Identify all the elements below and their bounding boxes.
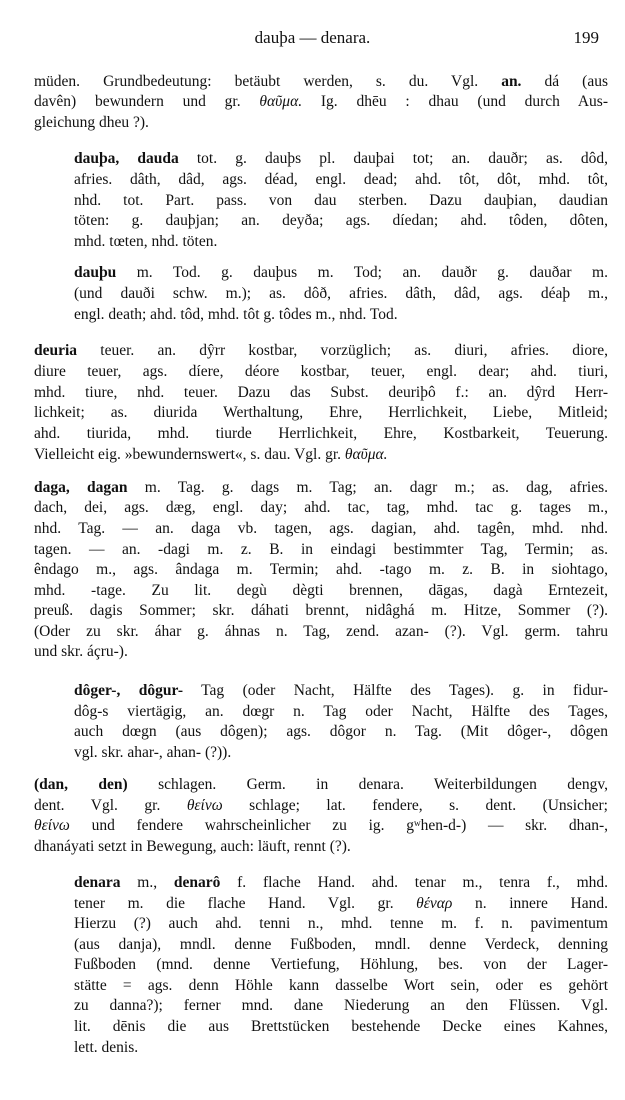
text-span: afries. dâth, dâd, ags. déad, engl. dead; ahd. tôt, dôt, mhd. tôt, — [74, 171, 608, 188]
text-line — [74, 702, 608, 723]
text-line — [34, 581, 608, 602]
text-line — [74, 722, 608, 743]
text-line — [34, 622, 608, 643]
text-line — [34, 601, 608, 622]
text-span: Hierzu (?) auch ahd. tenni n., mhd. tenne m. f. n. pavimentum — [74, 915, 608, 932]
text-span: müden. Grundbedeutung: betäubt werden, s. du. Vgl. — [34, 73, 502, 90]
page-number: 199 — [573, 28, 599, 47]
text-line — [34, 403, 608, 424]
text-line — [34, 113, 608, 134]
text-span: töten: g. dauþjan; an. deyða; ags. díedan; ahd. tôden, dôten, — [74, 212, 608, 229]
text-span: diure teuer, ags. díere, déore kostbar, teuer, engl. dear; ahd. tiuri, — [34, 363, 608, 380]
text-line — [74, 681, 608, 702]
text-line — [34, 445, 608, 466]
text-span: dach, dei, ags. dæg, engl. day; ahd. tac, tag, mhd. tac g. tages m., — [34, 499, 608, 516]
headword: denarô — [173, 874, 221, 891]
text-span: lit. dēnis die aus Brettstücken bestehende Decke eines Kahnes, — [74, 1018, 608, 1035]
text-span: teuer. an. dŷrr kostbar, vorzüglich; as. diuri, afries. diore, — [77, 342, 608, 359]
text-span: êndago m., ags. ândaga m. Termin; ahd. -tago m. z. B. in siohtago, — [34, 561, 608, 578]
text-span: f. flache Hand. ahd. tenar m., tenra f., mhd. — [220, 874, 608, 891]
text-span: nhd. Tag. — an. daga vb. tagen, ags. dagian, ahd. tagên, mhd. nhd. — [34, 520, 608, 537]
text-span: gleichung dheu ?). — [34, 114, 149, 131]
greek-word: θαῦμα. — [344, 446, 388, 463]
text-span: schlagen. Germ. in denara. Weiterbildungen dengv, — [127, 776, 608, 793]
text-span: n. innere Hand. — [452, 895, 608, 912]
text-line — [34, 642, 608, 663]
headword: dauþa, dauda — [74, 150, 179, 167]
text-line — [74, 743, 608, 764]
text-line — [34, 72, 608, 93]
text-span: tot. g. dauþs pl. dauþai tot; an. dauðr; as. dôd, — [178, 150, 608, 167]
text-span: Tag (oder Nacht, Hälfte des Tages). g. in fidur- — [183, 682, 608, 699]
text-line — [34, 424, 608, 445]
text-line — [34, 362, 608, 383]
text-span: stätte = ags. denn Höhle kann dasselbe Wort sein, oder es gehört — [74, 977, 608, 994]
text-span: auch dœgn (aus dôgen); ags. dôgor n. Tag. (Mit dôger-, dôgen — [74, 723, 608, 740]
text-line — [74, 232, 608, 253]
greek-word: θείνω — [186, 797, 223, 814]
text-span: (aus danja), mndl. denne Fußboden, mndl. denne Verdeck, denning — [74, 936, 608, 953]
text-span: preuß. dagis Sommer; skr. dáhati brennt, nidâghá m. Hitze, Sommer (?). — [34, 602, 608, 619]
text-span: (Oder zu skr. áhar g. áhnas n. Tag, zend. azan- (?). Vgl. germ. tahru — [34, 623, 608, 640]
text-line — [74, 191, 608, 212]
headword: an. — [501, 73, 522, 90]
text-span: (und dauði schw. m.); as. dôð, afries. dâth, dâd, ags. déaþ m., — [74, 285, 608, 302]
text-span: dôg-s viertägig, an. dœgr n. Tag oder Nacht, Hälfte des Tages, — [74, 703, 608, 720]
text-span: dá (aus — [521, 73, 608, 90]
text-span: Ig. dhēu : dhau (und durch Aus- — [302, 93, 608, 110]
text-line — [74, 211, 608, 232]
text-span: und fendere wahrscheinlicher zu ig. gʷhen-d-) — skr. dhan-, — [69, 817, 608, 834]
text-span: dent. Vgl. gr. — [34, 797, 187, 814]
text-line — [34, 837, 608, 858]
text-span: m. Tag. g. dags m. Tag; an. dagr m.; as. dag, afries. — [127, 479, 608, 496]
text-line — [74, 976, 608, 997]
text-line — [74, 935, 608, 956]
text-line — [34, 540, 608, 561]
text-line — [74, 170, 608, 191]
greek-word: θέναρ — [416, 895, 453, 912]
text-line — [74, 1017, 608, 1038]
text-span: lichkeit; as. diurida Werthaltung, Ehre, Herrlichkeit, Liebe, Mitleid; — [34, 404, 608, 421]
text-line — [34, 92, 608, 113]
headword: deuria — [34, 342, 78, 359]
text-span: Vielleicht eig. »bewundernswert«, s. dau. Vgl. gr. — [34, 446, 345, 463]
text-span: m. Tod. g. dauþus m. Tod; an. dauðr g. dauðar m. — [116, 264, 608, 281]
headword: dôger-, dôgur- — [74, 682, 183, 699]
headword: dauþu — [74, 264, 117, 281]
text-line — [34, 341, 608, 362]
headword: denara — [74, 874, 121, 891]
text-span: mhd. tœten, nhd. töten. — [74, 233, 218, 250]
text-line — [34, 796, 608, 817]
text-line — [74, 284, 608, 305]
text-span: engl. death; ahd. tôd, mhd. tôt g. tôdes m., nhd. Tod. — [74, 306, 398, 323]
text-line — [34, 816, 608, 837]
text-line — [34, 775, 608, 796]
text-span: schlage; lat. fendere, s. dent. (Unsicher; — [222, 797, 608, 814]
text-span: lett. denis. — [74, 1039, 139, 1056]
text-line — [74, 305, 608, 326]
text-line — [74, 955, 608, 976]
text-span: tener m. die flache Hand. Vgl. gr. — [74, 895, 417, 912]
text-line — [74, 1038, 608, 1059]
text-line — [74, 873, 608, 894]
text-span: ahd. tiurida, mhd. tiurde Herrlichkeit, Ehre, Kostbarkeit, Teuerung. — [34, 425, 608, 442]
text-line — [34, 383, 608, 404]
text-span: vgl. skr. ahar-, ahan- (?)). — [74, 744, 232, 761]
text-span: nhd. tot. Part. pass. von dau sterben. Dazu dauþian, daudian — [74, 192, 608, 209]
text-span: dhanáyati setzt in Bewegung, auch: läuft, rennt (?). — [34, 838, 351, 855]
greek-word: θείνω — [34, 817, 70, 834]
text-span: mhd. tiure, nhd. teuer. Dazu das Subst. deuriþô f.: an. dŷrd Herr- — [34, 384, 608, 401]
text-line — [34, 519, 608, 540]
text-span: tagen. — an. -dagi m. z. B. in eindagi bestimmter Tag, Termin; as. — [34, 541, 608, 558]
text-line — [74, 263, 608, 284]
text-span: davên) bewundern und gr. — [34, 93, 260, 110]
text-line — [74, 914, 608, 935]
headword: (dan, den) — [34, 776, 128, 793]
text-span: m., — [120, 874, 174, 891]
text-line — [34, 498, 608, 519]
text-line — [74, 894, 608, 915]
text-line — [34, 478, 608, 499]
text-span: zu danna?); ferner mnd. dane Niederung an den Flüssen. Vgl. — [74, 997, 608, 1014]
text-line — [74, 149, 608, 170]
text-line — [74, 996, 608, 1017]
headword: daga, dagan — [34, 479, 128, 496]
text-line — [34, 560, 608, 581]
text-span: Fußboden (mnd. denne Vertiefung, Höhlung, bes. von der Lager- — [74, 956, 608, 973]
text-span: und skr. áçru-). — [34, 643, 128, 660]
greek-word: θαῦμα. — [259, 93, 303, 110]
text-span: mhd. -tage. Zu lit. degù dègti brennen, dāgas, dagà Erntezeit, — [34, 582, 608, 599]
running-head: dauþa — denara. — [254, 28, 371, 47]
